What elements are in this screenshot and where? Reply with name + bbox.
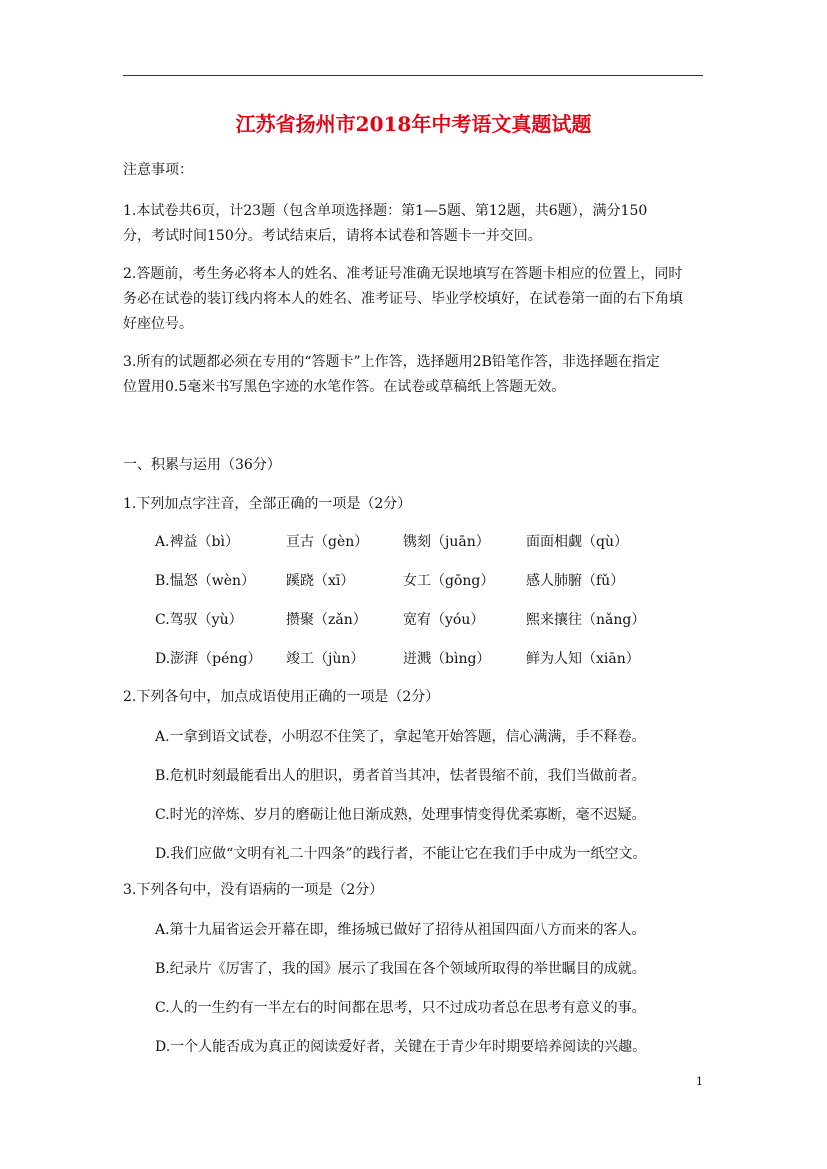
q1-c-word-3: 宽宥（yóu） xyxy=(403,612,485,628)
q2-option-d: D.我们应做“文明有礼二十四条”的践行者，不能让它在我们手中成为一纸空文。 xyxy=(155,846,647,862)
q1-a-word-3: 镌刻（juān） xyxy=(403,534,490,550)
q3-option-c: C.人的一生约有一半左右的时间都在思考，只不过成功者总在思考有意义的事。 xyxy=(155,1000,646,1016)
page-number: 1 xyxy=(696,1075,703,1088)
q1-c-word-2: 攒聚（zǎn） xyxy=(286,612,367,628)
q2-option-b: B.危机时刻最能看出人的胆识，勇者首当其冲，怯者畏缩不前，我们当做前者。 xyxy=(155,768,646,784)
q1-a-word-2: 亘古（gèn） xyxy=(286,534,369,550)
q1-b-word-3: 女工（gōng） xyxy=(403,573,495,589)
q1-d-word-3: 迸溅（bìng） xyxy=(403,651,491,667)
q1-c-word-1: C.驾驭（yù） xyxy=(155,612,243,628)
note-2-line-1: 2.答题前，考生务必将本人的姓名、准考证号准确无误地填写在答题卡相应的位置上，同时 xyxy=(123,266,683,282)
note-3-line-1: 3.所有的试题都必须在专用的“答题卡”上作答，选择题用2B铅笔作答，非选择题在指定 xyxy=(123,354,660,370)
q2-option-c: C.时光的淬炼、岁月的磨砺让他日渐成熟，处理事情变得优柔寡断，毫不迟疑。 xyxy=(155,807,646,823)
q1-c-word-4: 熙来攘往（nǎng） xyxy=(526,612,646,628)
q1-d-word-1: D.澎湃（péng） xyxy=(155,651,262,667)
q1-stem: 1.下列加点字注音，全部正确的一项是（2分） xyxy=(123,496,412,512)
q3-option-a: A.第十九届省运会开幕在即，维扬城已做好了招待从祖国四面八方而来的客人。 xyxy=(155,922,646,938)
q1-b-word-2: 蹊跷（xī） xyxy=(286,573,355,589)
notes-heading: 注意事项： xyxy=(123,162,193,178)
q2-stem: 2.下列各句中，加点成语使用正确的一项是（2分） xyxy=(123,689,440,705)
q3-option-d: D.一个人能否成为真正的阅读爱好者，关键在于青少年时期要培养阅读的兴趣。 xyxy=(155,1039,647,1055)
q1-a-word-1: A.裨益（bì） xyxy=(155,534,239,550)
section-heading: 一、积累与运用（36分） xyxy=(123,457,281,473)
note-2-line-2: 务必在试卷的装订线内将本人的姓名、准考证号、毕业学校填好，在试卷第一面的右下角填 xyxy=(123,291,683,307)
header-rule xyxy=(123,75,703,76)
note-1-line-2: 分，考试时间150分。考试结束后，请将本试卷和答题卡一并交回。 xyxy=(123,228,542,244)
q1-b-word-4: 感人肺腑（fǔ） xyxy=(526,573,625,589)
q1-b-word-1: B.愠怒（wèn） xyxy=(155,573,256,589)
q1-a-word-4: 面面相觑（qù） xyxy=(526,534,628,550)
q3-option-b: B.纪录片《厉害了，我的国》展示了我国在各个领域所取得的举世瞩目的成就。 xyxy=(155,961,646,977)
note-1-line-1: 1.本试卷共6页，计23题（包含单项选择题：第1—5题、第12题，共6题），满分150 xyxy=(123,203,648,219)
q1-d-word-4: 鲜为人知（xiān） xyxy=(526,651,640,667)
q2-option-a: A.一拿到语文试卷，小明忍不住笑了，拿起笔开始答题，信心满满，手不释卷。 xyxy=(155,729,646,745)
exam-title: 江苏省扬州市2018年中考语文真题试题 xyxy=(235,112,592,136)
note-3-line-2: 位置用0.5毫米书写黑色字迹的水笔作答。在试卷或草稿纸上答题无效。 xyxy=(123,379,566,395)
note-2-line-3: 好座位号。 xyxy=(123,316,193,332)
q1-d-word-2: 竣工（jùn） xyxy=(286,651,365,667)
q3-stem: 3.下列各句中，没有语病的一项是（2分） xyxy=(123,882,384,898)
